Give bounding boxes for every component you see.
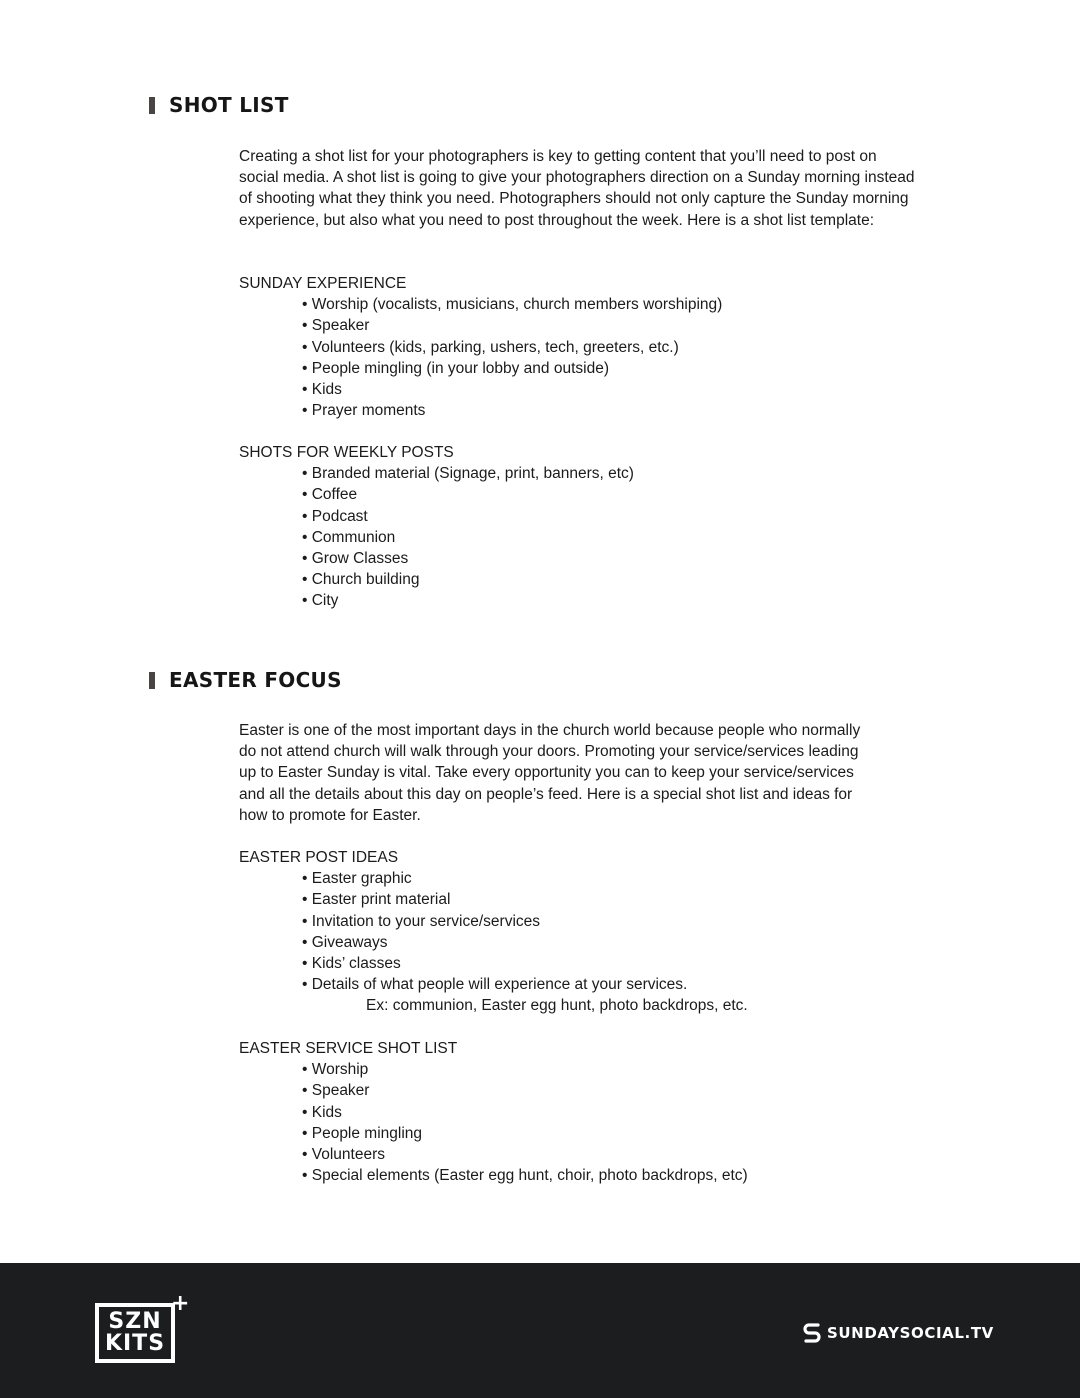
brand-text: SUNDAYSOCIAL.TV: [827, 1324, 994, 1342]
szn-kits-logo-box: [95, 1303, 175, 1363]
shot-list-heading-text: SHOT LIST: [169, 93, 289, 117]
list-item: • Kids: [302, 1102, 919, 1123]
sunday-experience-title: SUNDAY EXPERIENCE: [239, 275, 407, 292]
list-item: • Speaker: [302, 315, 919, 336]
list-item: • Worship (vocalists, musicians, church members worshiping): [302, 294, 919, 315]
list-item: • Prayer moments: [302, 400, 919, 421]
weekly-posts-section: [239, 442, 919, 612]
footer-bar: [0, 1263, 1080, 1398]
list-item: • Branded material (Signage, print, banners, etc): [302, 463, 919, 484]
easter-intro-block: [239, 720, 879, 826]
list-item: • Volunteers: [302, 1144, 919, 1165]
sundaysocial-s-icon: [802, 1321, 822, 1345]
easter-focus-heading: [149, 668, 342, 692]
sunday-experience-section: [239, 273, 919, 421]
list-item: • Special elements (Easter egg hunt, choir, photo backdrops, etc): [302, 1165, 919, 1186]
logo-line-1: SZN: [108, 1309, 162, 1334]
list-item: • Coffee: [302, 484, 919, 505]
list-item: • Invitation to your service/services: [302, 911, 919, 932]
logo-line-2: KITS: [104, 1331, 166, 1356]
logo-plus-icon: +: [171, 1291, 190, 1316]
heading-marker: [149, 97, 155, 114]
shot-list-intro: Creating a shot list for your photographers is key to getting content that you’ll need to post on social media. A shot list is going to give your photographers direction on a Sunday morning instead of shooting what they think you need. Photographers should not only capture the Sunday morning experience, but also what you need to post throughout the week. Here is a shot list template:: [239, 148, 915, 229]
list-item: • Worship: [302, 1059, 919, 1080]
list-item: • Easter print material: [302, 889, 919, 910]
list-item: • Easter graphic: [302, 868, 919, 889]
list-item: • Details of what people will experience at your services.: [302, 974, 919, 995]
easter-focus-heading-text: EASTER FOCUS: [169, 668, 342, 692]
heading-marker: [149, 672, 155, 689]
weekly-posts-list: [239, 463, 919, 611]
list-item: • People mingling: [302, 1123, 919, 1144]
easter-example-note: Ex: communion, Easter egg hunt, photo backdrops, etc.: [366, 997, 748, 1015]
shot-list-intro-block: [239, 146, 919, 231]
list-item: • Giveaways: [302, 932, 919, 953]
list-item: • City: [302, 590, 919, 611]
list-item: • Kids: [302, 379, 919, 400]
sunday-experience-list: [239, 294, 919, 421]
list-item: • Church building: [302, 569, 919, 590]
list-item: • Volunteers (kids, parking, ushers, tech, greeters, etc.): [302, 337, 919, 358]
list-item: • Podcast: [302, 506, 919, 527]
list-item: • People mingling (in your lobby and outside): [302, 358, 919, 379]
list-item: • Communion: [302, 527, 919, 548]
szn-kits-logo: [95, 1291, 190, 1371]
list-item: • Kids’ classes: [302, 953, 919, 974]
easter-service-shot-list-title: EASTER SERVICE SHOT LIST: [239, 1040, 458, 1057]
list-item: • Grow Classes: [302, 548, 919, 569]
sundaysocial-brand: [802, 1321, 994, 1345]
easter-service-shot-list-section: [239, 1038, 919, 1186]
easter-post-ideas-title: EASTER POST IDEAS: [239, 849, 399, 866]
easter-service-shot-list: [239, 1059, 919, 1186]
easter-post-ideas-list: [239, 868, 919, 995]
easter-intro: Easter is one of the most important days in the church world because people who normally do not attend church will walk through your doors. Promoting your service/services leading up to Easter Sunday is vital. Take every opportunity you can to keep your service/services and all the details about this day on people’s feed. Here is a special shot list and ideas for how to promote for Easter.: [239, 722, 861, 824]
shot-list-heading: [149, 93, 289, 117]
weekly-posts-title: SHOTS FOR WEEKLY POSTS: [239, 444, 454, 461]
list-item: • Speaker: [302, 1080, 919, 1101]
easter-post-ideas-section: [239, 847, 919, 1017]
